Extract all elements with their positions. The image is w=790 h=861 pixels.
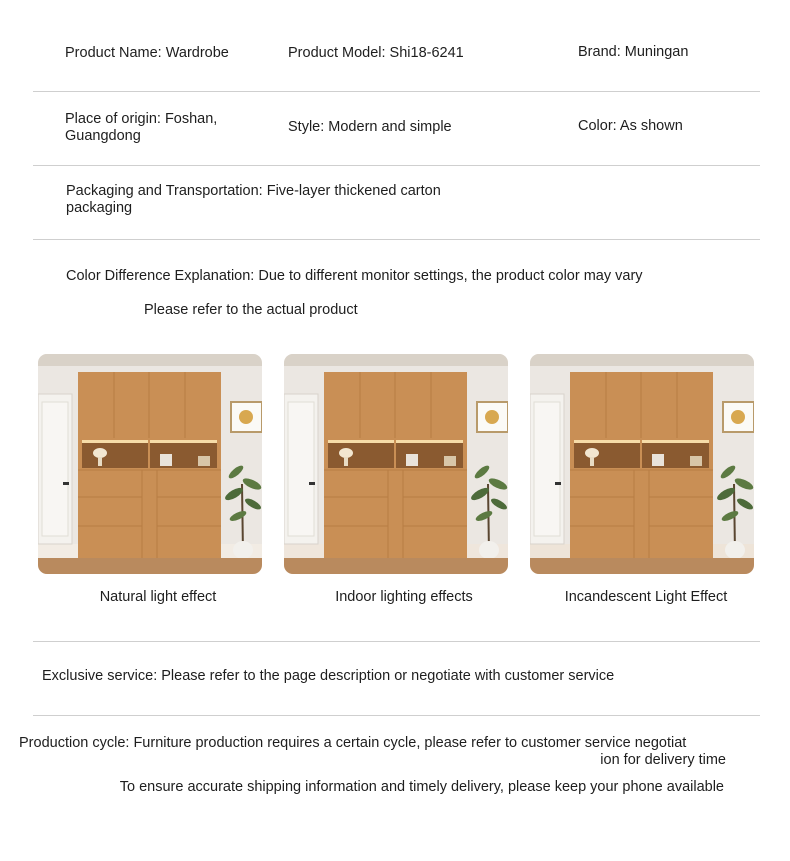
packaging-transportation: Packaging and Transportation: Five-layer thickened carton packaging [66, 183, 441, 216]
color-difference-note: Please refer to the actual product [144, 302, 358, 318]
caption-incandescent-light: Incandescent Light Effect [564, 589, 728, 605]
wardrobe-photo-natural [38, 354, 262, 574]
divider [33, 91, 760, 92]
caption-natural-light: Natural light effect [99, 589, 217, 605]
color: Color: As shown [578, 118, 683, 134]
brand: Brand: Muningan [578, 44, 689, 60]
production-cycle: Production cycle: Furniture production requires a certain cycle, please refer to customer service negotiat [19, 735, 687, 751]
wardrobe-photo-indoor [284, 354, 508, 574]
shipping-notice: To ensure accurate shipping information and timely delivery, please keep your phone available [119, 779, 724, 795]
style: Style: Modern and simple [288, 119, 452, 135]
divider [33, 239, 760, 240]
divider [33, 715, 760, 716]
product-model: Product Model: Shi18-6241 [288, 45, 464, 61]
place-of-origin: Place of origin: Foshan, Guangdong [65, 111, 218, 144]
color-difference-explanation: Color Difference Explanation: Due to different monitor settings, the product color may vary [66, 268, 643, 284]
wardrobe-photo-incandescent [530, 354, 754, 574]
exclusive-service: Exclusive service: Please refer to the page description or negotiate with customer service [42, 668, 615, 684]
product-name: Product Name: Wardrobe [65, 45, 229, 61]
caption-indoor-lighting: Indoor lighting effects [335, 589, 473, 605]
production-cycle-continued: ion for delivery time [600, 752, 726, 768]
divider [33, 641, 760, 642]
divider [33, 165, 760, 166]
